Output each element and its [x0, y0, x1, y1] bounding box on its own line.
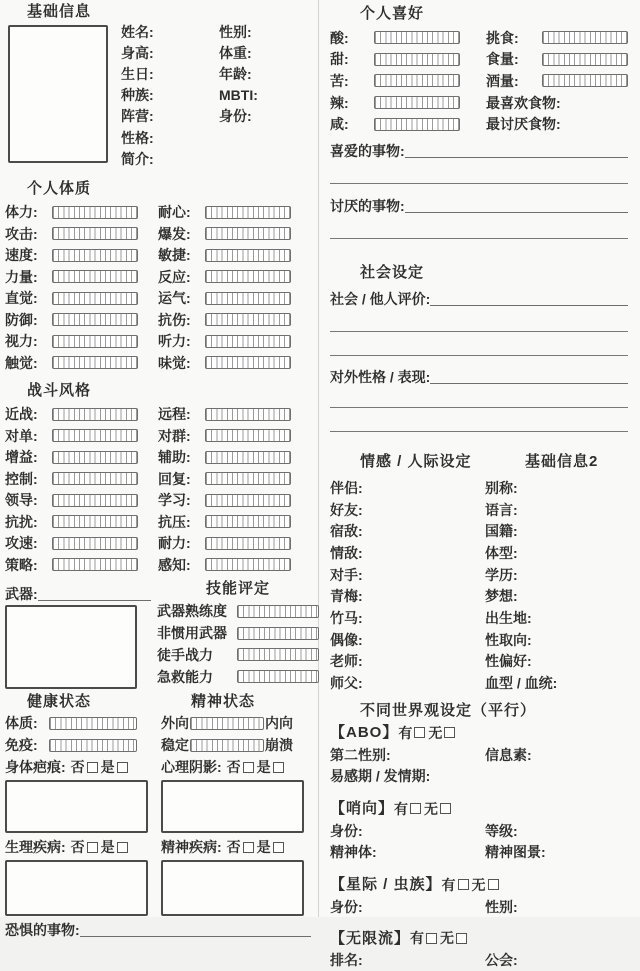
stat-label: 运气: [158, 290, 191, 307]
rating-bar[interactable] [52, 558, 138, 571]
rating-bar[interactable] [374, 96, 460, 109]
stat-label: 耐心: [158, 204, 191, 221]
rating-bar[interactable] [205, 472, 291, 485]
skills-title: 技能评定 [205, 580, 270, 598]
identity-label[interactable]: 身份: [330, 898, 363, 915]
yes-label: 是 [100, 759, 115, 776]
rank-label[interactable]: 排名: [330, 952, 363, 969]
rating-bar[interactable] [52, 335, 138, 348]
favorite-food-label[interactable]: 最喜欢食物: [486, 94, 561, 111]
stat-label: 回复: [158, 470, 191, 487]
rating-bar[interactable] [205, 270, 291, 283]
fear-write-line[interactable] [80, 921, 311, 937]
combat-style-title: 战斗风格 [27, 382, 92, 400]
stat-label: 防御: [5, 311, 38, 328]
weapon-block [5, 581, 151, 689]
stat-label: 攻速: [5, 535, 38, 552]
rating-bar[interactable] [205, 515, 291, 528]
rating-bar[interactable] [49, 717, 137, 730]
rating-bar[interactable] [205, 537, 291, 550]
stat-label: 体质: [5, 715, 38, 732]
stat-label: 抗扰: [5, 513, 38, 530]
range-right-label: 崩溃 [265, 737, 293, 753]
yes-checkbox[interactable] [117, 842, 128, 853]
abo-name: 【ABO】 [330, 724, 399, 742]
stat-label: 对单: [5, 427, 38, 444]
shadow-note-box[interactable] [161, 780, 304, 833]
yes-checkbox[interactable] [273, 842, 284, 853]
mental-title: 精神状态 [191, 693, 256, 711]
basic-info2-title: 基础信息2 [525, 452, 599, 470]
stat-label: 听力: [158, 333, 191, 350]
combat-style-section [5, 403, 311, 575]
info2-label[interactable]: 学历: [485, 566, 518, 583]
second-gender-label[interactable]: 第二性别: [330, 746, 391, 763]
rating-bar[interactable] [237, 670, 319, 683]
rating-bar[interactable] [205, 558, 291, 571]
interstellar-header-row [330, 874, 628, 896]
sentinel-row [330, 820, 628, 842]
spirit-label[interactable]: 精神体: [330, 844, 377, 861]
taste-label: 苦: [330, 72, 349, 89]
hated-food-label[interactable]: 最讨厌食物: [486, 116, 561, 133]
yes-checkbox[interactable] [273, 762, 284, 773]
stat-row [5, 554, 311, 576]
relations-title: 情感 / 人际设定 [360, 452, 472, 470]
likes-write-line[interactable] [405, 142, 628, 158]
no-checkbox[interactable] [87, 762, 98, 773]
rating-bar[interactable] [237, 605, 319, 618]
stat-label: 领导: [5, 492, 38, 509]
rating-bar[interactable] [374, 74, 460, 87]
relation-label[interactable]: 对手: [330, 566, 363, 583]
relations-section [330, 477, 628, 694]
stat-label: 敏捷: [158, 247, 191, 264]
rating-bar[interactable] [205, 227, 291, 240]
grade-label[interactable]: 等级: [485, 822, 518, 839]
basic-row [121, 85, 311, 106]
info2-label[interactable]: 语言: [485, 501, 518, 518]
has-label: 有 [394, 800, 409, 817]
weapon-box[interactable] [5, 605, 137, 689]
worldviews-title: 不同世界观设定（平行） [360, 701, 537, 719]
pheromone-label[interactable]: 信息素: [485, 746, 532, 763]
basic-info-title: 基础信息 [27, 3, 92, 20]
rating-bar[interactable] [205, 292, 291, 305]
none-checkbox[interactable] [488, 879, 499, 890]
stat-label: 近战: [5, 406, 38, 423]
physique-title: 个人体质 [27, 180, 92, 198]
yes-label: 是 [100, 839, 115, 856]
dislikes-row [330, 197, 628, 213]
pref-label: 酒量: [486, 72, 519, 89]
basic-row [121, 63, 311, 84]
skill-row [157, 644, 319, 666]
basic-info-section [5, 21, 311, 169]
stat-label: 视力: [5, 333, 38, 350]
stat-label: 免疫: [5, 737, 38, 753]
skill-label: 武器熟练度 [157, 603, 227, 620]
physical-disease-note-box[interactable] [5, 860, 148, 916]
stat-row [5, 511, 311, 533]
relation-label[interactable]: 偶像: [330, 631, 363, 648]
health-row [5, 734, 155, 756]
stat-label: 味觉: [158, 354, 191, 371]
portrait-box[interactable] [8, 25, 108, 163]
relation-label[interactable]: 竹马: [330, 609, 363, 626]
stat-label: 对群: [158, 427, 191, 444]
field-age[interactable]: 年龄: [219, 65, 252, 82]
has-checkbox[interactable] [410, 803, 421, 814]
info2-label[interactable]: 性取向: [485, 631, 532, 648]
field-race[interactable]: 种族: [121, 87, 154, 104]
taste-label: 辣: [330, 94, 349, 111]
no-label: 否 [226, 759, 241, 776]
no-checkbox[interactable] [243, 842, 254, 853]
stat-row [5, 446, 311, 468]
infinite-name: 【无限流】 [330, 929, 411, 947]
mental-disease-row [161, 837, 311, 858]
none-label: 无 [428, 724, 443, 741]
basic-row [121, 148, 311, 169]
mental-range-row [161, 734, 311, 756]
info2-label[interactable]: 血型 / 血统: [485, 675, 558, 691]
yes-checkbox[interactable] [117, 762, 128, 773]
rating-bar[interactable] [52, 270, 138, 283]
guild-label[interactable]: 公会: [485, 952, 518, 969]
stat-row [5, 532, 311, 554]
relation-label[interactable]: 老师: [330, 653, 363, 670]
dislikes-extra-line[interactable] [330, 226, 628, 239]
stat-label: 体力: [5, 204, 38, 221]
has-label: 有 [398, 724, 413, 741]
likes-extra-line[interactable] [330, 171, 628, 184]
outward-extra-line[interactable] [330, 419, 628, 432]
identity-label[interactable]: 身份: [330, 822, 363, 839]
sentinel-name: 【哨向】 [330, 800, 395, 818]
taste-label: 酸: [330, 29, 349, 46]
rating-bar[interactable] [52, 292, 138, 305]
info2-label[interactable]: 出生地: [485, 609, 532, 626]
stat-row [5, 201, 311, 223]
basic-row [121, 106, 311, 127]
rating-bar[interactable] [542, 31, 628, 44]
relation-row [330, 499, 628, 521]
rating-bar[interactable] [205, 206, 291, 219]
interstellar-row [330, 896, 628, 918]
relation-row [330, 542, 628, 564]
scar-label: 身体疤痕: [5, 759, 66, 776]
relation-label[interactable]: 伴侣: [330, 479, 363, 496]
pref-row [330, 113, 628, 135]
relation-row [330, 585, 628, 607]
rating-bar[interactable] [52, 313, 138, 326]
has-label: 有 [410, 930, 425, 947]
field-mbti[interactable]: MBTI: [219, 87, 258, 104]
yes-label: 是 [256, 839, 271, 856]
skill-row [157, 666, 319, 688]
social-eval-label: 社会 / 他人评价: [330, 290, 431, 307]
dislikes-write-line[interactable] [405, 197, 628, 213]
rating-bar[interactable] [205, 451, 291, 464]
field-name[interactable]: 姓名: [121, 23, 154, 40]
none-label: 无 [471, 876, 486, 893]
rating-bar[interactable] [52, 537, 138, 550]
rating-bar[interactable] [52, 494, 138, 507]
health-title: 健康状态 [27, 693, 92, 711]
health-row [5, 712, 155, 734]
shadow-row [161, 757, 311, 778]
pref-row [330, 70, 628, 92]
outward-row [330, 368, 628, 384]
taste-label: 甜: [330, 51, 349, 68]
stat-label: 远程: [158, 406, 191, 423]
info2-label[interactable]: 国籍: [485, 523, 518, 540]
stat-label: 耐力: [158, 535, 191, 552]
pref-label: 食量: [486, 51, 519, 68]
rating-bar[interactable] [205, 408, 291, 421]
weapon-skills-section [5, 581, 311, 689]
relation-label[interactable]: 宿敌: [330, 523, 363, 540]
left-column [0, 0, 319, 938]
shadow-label: 心理阴影: [161, 759, 222, 776]
stat-label: 力量: [5, 268, 38, 285]
stat-label: 爆发: [158, 225, 191, 242]
stat-label: 反应: [158, 268, 191, 285]
stat-label: 辅助: [158, 449, 191, 466]
stat-label: 攻击: [5, 225, 38, 242]
rating-bar[interactable] [205, 356, 291, 369]
pref-row [330, 49, 628, 71]
field-intro[interactable]: 简介: [121, 150, 154, 167]
outward-write-line[interactable] [430, 368, 628, 384]
stat-row [5, 223, 311, 245]
stat-label: 速度: [5, 247, 38, 264]
relation-row [330, 564, 628, 586]
rating-bar[interactable] [205, 429, 291, 442]
health-block [5, 694, 155, 916]
rating-bar[interactable] [237, 648, 319, 661]
stat-label: 学习: [158, 492, 191, 509]
taste-label: 咸: [330, 116, 349, 133]
infinite-header-row [330, 927, 628, 949]
range-left-label: 稳定 [161, 737, 189, 753]
social-eval-row [330, 290, 628, 306]
field-gender[interactable]: 性别: [219, 23, 252, 40]
stat-row [5, 403, 311, 425]
likes-row [330, 142, 628, 158]
rating-bar[interactable] [190, 739, 264, 752]
none-checkbox[interactable] [444, 727, 455, 738]
rating-bar[interactable] [52, 206, 138, 219]
relation-label[interactable]: 青梅: [330, 588, 363, 605]
rating-bar[interactable] [52, 227, 138, 240]
rating-bar[interactable] [52, 472, 138, 485]
physique-section [5, 201, 311, 373]
pref-row [330, 92, 628, 114]
stat-row [5, 489, 311, 511]
scar-row [5, 757, 155, 778]
rating-bar[interactable] [237, 627, 319, 640]
rating-bar[interactable] [205, 249, 291, 262]
skill-label: 急救能力 [157, 668, 213, 685]
none-checkbox[interactable] [456, 933, 467, 944]
skill-label: 徒手战力 [157, 646, 213, 663]
rating-bar[interactable] [52, 408, 138, 421]
stat-label: 直觉: [5, 290, 38, 307]
field-personality[interactable]: 性格: [121, 129, 154, 146]
stat-label: 增益: [5, 449, 38, 466]
stat-label: 控制: [5, 470, 38, 487]
rating-bar[interactable] [542, 53, 628, 66]
relation-label[interactable]: 情敌: [330, 544, 363, 561]
gender-label[interactable]: 性别: [485, 898, 518, 915]
scar-note-box[interactable] [5, 780, 148, 833]
relation-row [330, 629, 628, 651]
relation-label[interactable]: 好友: [330, 501, 363, 518]
stat-row [5, 266, 311, 288]
outward-label: 对外性格 / 表现: [330, 368, 431, 385]
skill-label: 非惯用武器 [157, 625, 227, 641]
field-identity[interactable]: 身份: [219, 108, 252, 125]
mental-block [161, 694, 311, 916]
stat-row [5, 468, 311, 490]
relation-row [330, 650, 628, 672]
none-checkbox[interactable] [440, 803, 451, 814]
sentinel-row [330, 841, 628, 863]
abo-header-row [330, 722, 628, 744]
rating-bar[interactable] [52, 429, 138, 442]
stat-row [5, 330, 311, 352]
basic-row [121, 42, 311, 63]
mental-disease-label: 精神疾病: [161, 839, 222, 856]
mindscape-label[interactable]: 精神图景: [485, 844, 546, 861]
relation-row [330, 477, 628, 499]
health-mental-section [5, 694, 311, 916]
field-alignment[interactable]: 阵营: [121, 108, 154, 125]
social-extra-line[interactable] [330, 319, 628, 332]
has-checkbox[interactable] [458, 879, 469, 890]
relation-row [330, 520, 628, 542]
rating-bar[interactable] [52, 515, 138, 528]
outward-extra-line[interactable] [330, 395, 628, 408]
has-checkbox[interactable] [426, 933, 437, 944]
range-left-label: 外向 [161, 715, 189, 732]
stat-label: 策略: [5, 556, 38, 573]
range-right-label: 内向 [265, 715, 293, 732]
right-column [319, 0, 640, 969]
stat-row [5, 352, 311, 374]
weapon-label-row [5, 581, 151, 601]
pref-row [330, 27, 628, 49]
weapon-label: 武器: [5, 586, 38, 603]
info2-label[interactable]: 别称: [485, 479, 518, 496]
yes-label: 是 [256, 759, 271, 776]
rating-bar[interactable] [374, 31, 460, 44]
relation-row [330, 672, 628, 694]
info2-label[interactable]: 梦想: [485, 588, 518, 605]
abo-row [330, 765, 628, 787]
stat-row [5, 287, 311, 309]
rating-bar[interactable] [52, 249, 138, 262]
none-label: 无 [424, 800, 439, 817]
rating-bar[interactable] [190, 717, 264, 730]
preferences-title: 个人喜好 [360, 5, 425, 22]
preferences-section [330, 27, 628, 135]
relations-titles [330, 454, 628, 469]
rating-bar[interactable] [542, 74, 628, 87]
rating-bar[interactable] [374, 118, 460, 131]
rating-bar[interactable] [205, 313, 291, 326]
social-eval-write-line[interactable] [430, 290, 628, 306]
rating-bar[interactable] [52, 356, 138, 369]
abo-row [330, 744, 628, 766]
relation-label[interactable]: 师父: [330, 675, 363, 691]
likes-label: 喜爱的事物: [330, 142, 405, 159]
no-label: 否 [70, 839, 85, 856]
has-label: 有 [441, 876, 456, 893]
relation-row [330, 607, 628, 629]
field-birthday[interactable]: 生日: [121, 65, 154, 82]
stat-row [5, 244, 311, 266]
skills-block [157, 581, 319, 689]
no-label: 否 [226, 839, 241, 856]
social-extra-line[interactable] [330, 343, 628, 356]
no-checkbox[interactable] [243, 762, 254, 773]
rating-bar[interactable] [205, 335, 291, 348]
stat-label: 触觉: [5, 354, 38, 371]
sentinel-header-row [330, 798, 628, 820]
rating-bar[interactable] [52, 451, 138, 464]
info2-label[interactable]: 性偏好: [485, 653, 532, 670]
fear-label: 恐惧的事物: [5, 921, 80, 938]
none-label: 无 [440, 930, 455, 947]
mental-disease-note-box[interactable] [161, 860, 304, 916]
dislikes-label: 讨厌的事物: [330, 197, 405, 214]
pref-label: 挑食: [486, 29, 519, 46]
heat-period-label[interactable]: 易感期 / 发情期: [330, 768, 431, 785]
stat-label: 抗压: [158, 513, 191, 530]
fear-row [5, 921, 311, 937]
field-height[interactable]: 身高: [121, 44, 154, 61]
stat-row [5, 425, 311, 447]
no-label: 否 [70, 759, 85, 776]
rating-bar[interactable] [374, 53, 460, 66]
stat-label: 抗伤: [158, 311, 191, 328]
skill-row [157, 622, 319, 644]
weapon-write-line[interactable] [38, 585, 151, 601]
basic-row [121, 127, 311, 148]
interstellar-name: 【星际 / 虫族】 [330, 876, 442, 894]
no-checkbox[interactable] [87, 842, 98, 853]
rating-bar[interactable] [49, 739, 137, 752]
stat-label: 感知: [158, 556, 191, 573]
basic-row [121, 21, 311, 42]
skill-row [157, 600, 319, 622]
rating-bar[interactable] [205, 494, 291, 507]
mental-range-row [161, 712, 311, 734]
basic-info-fields [121, 21, 311, 169]
stat-row [5, 309, 311, 331]
has-checkbox[interactable] [414, 727, 425, 738]
physical-disease-row [5, 837, 155, 858]
physical-disease-label: 生理疾病: [5, 839, 66, 856]
field-weight[interactable]: 体重: [219, 44, 252, 61]
social-title: 社会设定 [360, 263, 425, 281]
infinite-row [330, 949, 628, 971]
info2-label[interactable]: 体型: [485, 544, 518, 561]
